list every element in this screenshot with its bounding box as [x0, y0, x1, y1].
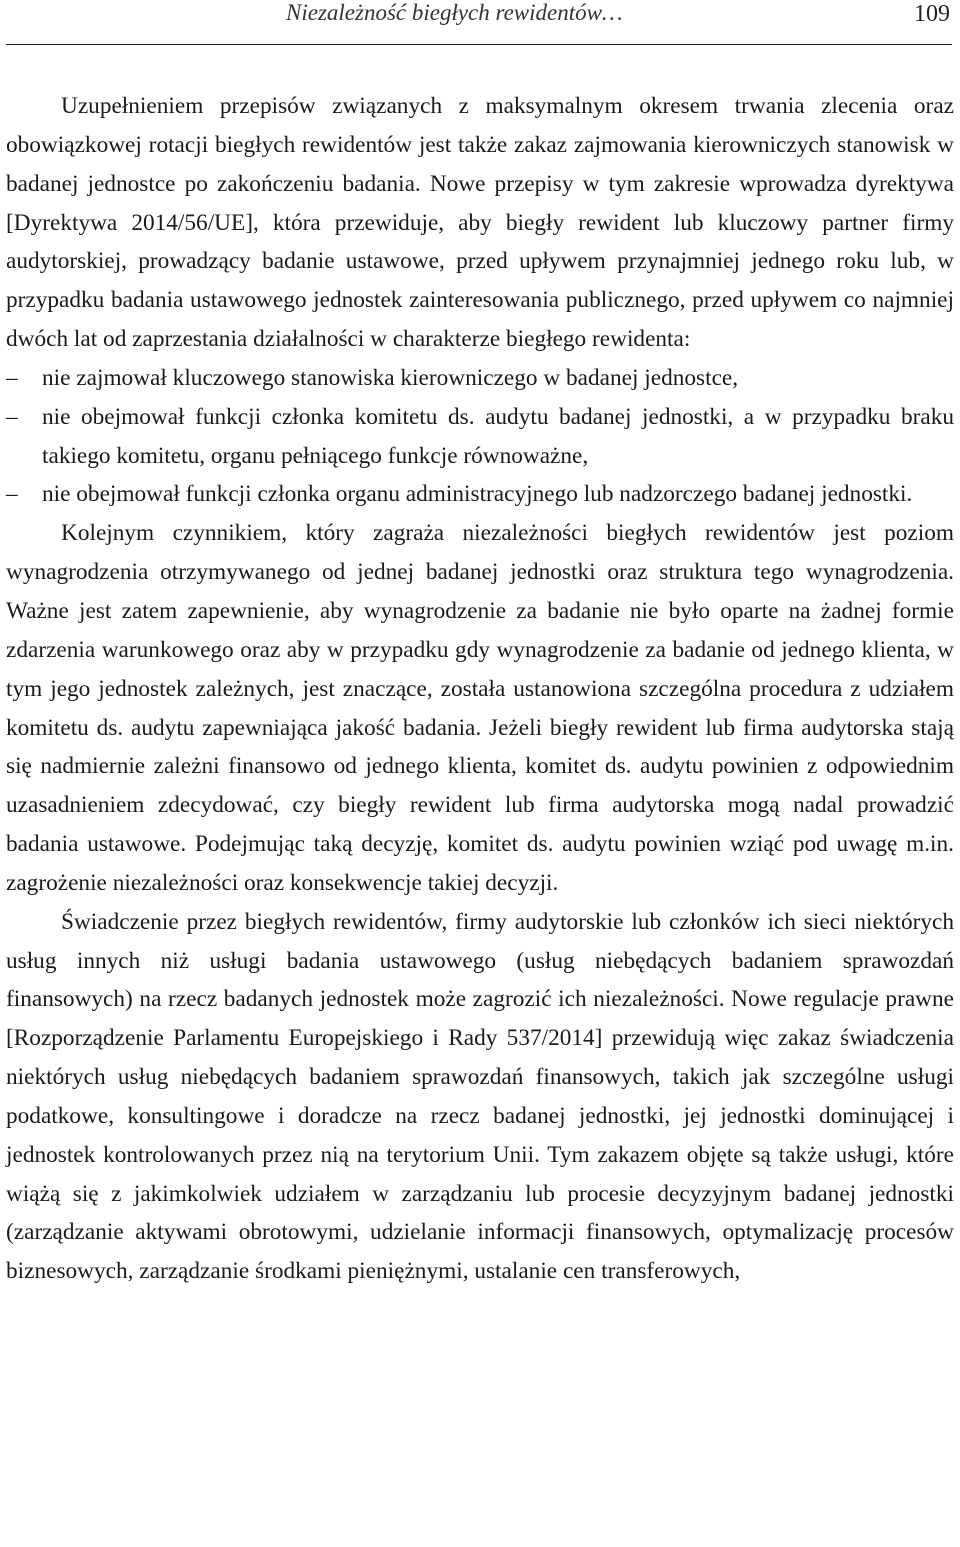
running-header [6, 0, 952, 45]
dash-marker: – [6, 403, 18, 430]
list-item-text: nie obejmował funkcji członka komitetu ds. audytu badanej jednostki, a w przypadku braku takiego komitetu, organu pełniącego funkcje równoważne, [42, 403, 954, 469]
page-number: 109 [914, 1, 950, 27]
list-item [6, 475, 954, 514]
list-item [6, 359, 954, 398]
requirements-list [6, 359, 954, 514]
paragraph-3: Świadczenie przez biegłych rewidentów, firmy audytorskie lub członków ich sieci niektórych usług innych niż usługi badania ustawowego (usług niebędących badaniem sprawozdań finansowych) na rzecz badanych jednostek może zagrozić ich niezależności. Nowe regulacje prawne [Rozporządzenie Parlamentu Europejskiego i Rady 537/2014] przewidują więc zakaz świadczenia niektórych usług niebędących badaniem sprawozdań finansowych, takich jak szczególne usługi podatkowe, konsultingowe i doradcze na rzecz badanej jednostki, jej jednostki dominującej i jednostek kontrolowanych przez nią na terytorium Unii. Tym zakazem objęte są także usługi, które wiążą się z jakimkolwiek udziałem w zarządzaniu lub procesie decyzyjnym badanej jednostki (zarządzanie aktywami obrotowymi, udzielanie informacji finansowych, optymalizację procesów biznesowych, zarządzanie środkami pieniężnymi, ustalanie cen transferowych, [6, 908, 954, 1285]
paragraph-2: Kolejnym czynnikiem, który zagraża niezależności biegłych rewidentów jest poziom wynagrodzenia otrzymywanego od jednej badanej jednostki oraz struktura tego wynagrodzenia. Ważne jest zatem zapewnienie, aby wynagrodzenie za badanie nie było oparte na żadnej formie zdarzenia warunkowego oraz aby w przypadku gdy wynagrodzenie za badanie od jednego klienta, w tym jego jednostek zależnych, jest znaczące, została ustanowiona szczególna procedura z udziałem komitetu ds. audytu zapewniająca jakość badania. Jeżeli biegły rewident lub firma audytorska stają się nadmiernie zależni finansowo od jednego klienta, komitet ds. audytu powinien z odpowiednim uzasadnieniem zdecydować, czy biegły rewident lub firma audytorska mogą nadal prowadzić badania ustawowe. Podejmując taką decyzję, komitet ds. audytu powinien wziąć pod uwagę m.in. zagrożenie niezależności oraz konsekwencje takiej decyzji. [6, 520, 954, 896]
dash-marker: – [6, 364, 18, 391]
body-text [6, 87, 954, 1291]
dash-marker: – [6, 481, 18, 508]
list-item [6, 398, 954, 476]
list-item-text: nie zajmował kluczowego stanowiska kierowniczego w badanej jednostce, [42, 364, 739, 391]
list-item-text: nie obejmował funkcji członka organu administracyjnego lub nadzorczego badanej jednostki. [42, 481, 913, 508]
running-title: Niezależność biegłych rewidentów… [286, 0, 623, 25]
paragraph-1: Uzupełnieniem przepisów związanych z maksymalnym okresem trwania zlecenia oraz obowiązkowej rotacji biegłych rewidentów jest także zakaz zajmowania kierowniczych stanowisk w badanej jednostce po zakończeniu badania. Nowe przepisy w tym zakresie wprowadza dyrektywa [Dyrektywa 2014/56/UE], która przewiduje, aby biegły rewident lub kluczowy partner firmy audytorskiej, prowadzący badanie ustawowe, przed upływem przynajmniej jednego roku lub, w przypadku badania ustawowego jednostek zainteresowania publicznego, przed upływem co najmniej dwóch lat od zaprzestania działalności w charakterze biegłego rewidenta: [6, 93, 954, 353]
